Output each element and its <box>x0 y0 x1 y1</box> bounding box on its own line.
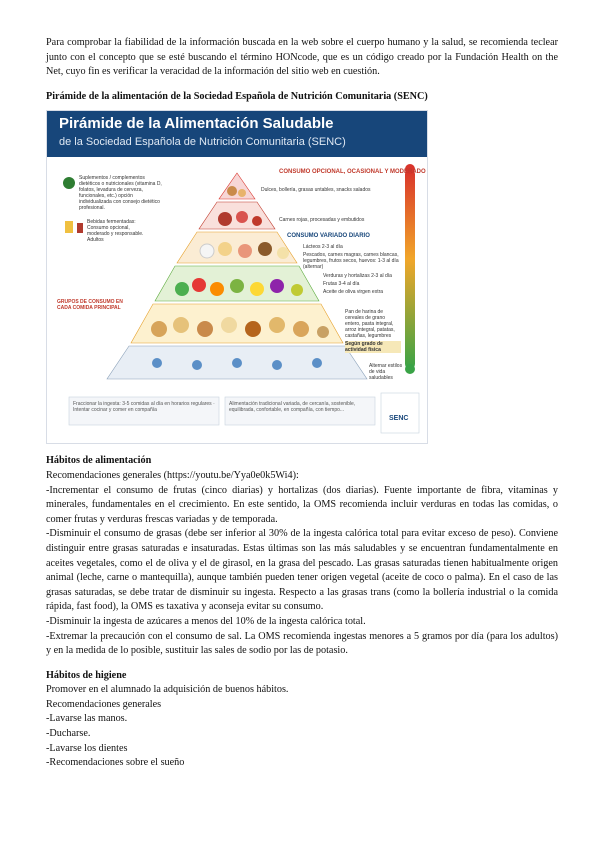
base-label: Alternar estilos de vida saludables <box>369 363 403 382</box>
senc-logo <box>381 393 419 433</box>
hygiene-recommendations-label: Recomendaciones generales <box>46 698 162 710</box>
pyramid-infographic <box>46 110 428 444</box>
food-item-sugars: -Disminuir la ingesta de azúcares a menos del 10% de la ingesta calórica total. <box>46 615 366 627</box>
hygiene-item: -Lavarse los dientes <box>46 742 128 754</box>
dairy-label: Lácteos 2-3 al día <box>303 244 343 251</box>
oil-label: Aceite de oliva virgen extra <box>323 289 384 296</box>
infographic-title: Pirámide de la Alimentación Saludable <box>59 115 334 133</box>
proteins-label: Pescados, carnes magras, carnes blancas, legumbres, frutos secos, huevos: 1-3 al día (alternar) <box>303 252 399 271</box>
senc-logo-text: SENC <box>389 415 409 423</box>
food-habits-heading: Hábitos de alimentación <box>46 455 152 467</box>
food-recommendations-label: Recomendaciones generales (https://youtu.be/Yya0e0k5Wi4): <box>46 469 299 481</box>
hygiene-item: -Ducharse. <box>46 728 91 740</box>
cereals-label: Pan de harina de cereales de grano entero, pasta integral, arroz integral, patatas, castañas, legumbres <box>345 309 395 340</box>
fermented-label: Bebidas fermentadas: Consumo opcional, moderado y responsable. Adultos <box>87 219 144 244</box>
infographic-subtitle: de la Sociedad Española de Nutrición Comunitaria (SENC) <box>59 136 346 149</box>
plus-icon <box>405 364 415 374</box>
food-item-salt: -Extremar la precaución con el consumo de sal. La OMS recomienda ingestas menores a 5 gramos por día (para los adultos) y en la medida de lo posible, sustituir las sales de sodio por las de potasio. <box>46 630 558 657</box>
supplements-label: Suplementos / complementos dietéticos o nutricionales (vitamina D, folatos, levadura de cerveza, funcionales, etc.) opción individualizada con consejo dietético profesional. <box>79 175 162 212</box>
fruit-label: Frutas 3-4 al día <box>323 281 360 288</box>
food-item-fats: -Disminuir el consumo de grasas (debe ser inferior al 30% de la ingesta calórica total para evitar exceso de peso). Conviene distinguir entre grasas saturadas e insaturadas. Estas últimas son las más saludables y se encuentran fundamentalmente en aceites vegetales, como el de oliva y el de girasol, en la grasa del pescado. Las grasas saturadas tienen habitualmente origen animal (leche, carne o mantequilla), aunque también pueden tener origen vegetal (aceite de coco o palma). En el caso de las grasas saturadas, se debe tratar de disminuir su ingesta. Respecto a las grasas trans (como la bollería industrial o la comida rápida, fast food), la OMS es taxativa y aconseja evitar su consumo. <box>46 528 558 613</box>
frequency-bar <box>405 169 415 369</box>
document-page <box>46 36 558 771</box>
fermented-drink-icon <box>65 221 73 233</box>
footer-left-note: Fraccionar la ingesta: 3-5 comidas al día en horarios regulares · Intentar cocinar y comer en compañía <box>73 401 215 414</box>
intro-paragraph: Para comprobar la fiabilidad de la información buscada en la web sobre el cuerpo humano y la salud, se recomienda teclear junto con el concepto que se esté buscando el término HONcode, que es un código creado por la Fundación Health on the Net, cuyo fin es verificar la veracidad de la información del sitio web en cuestión. <box>46 37 558 78</box>
activity-label: Según grado de actividad física <box>345 341 401 353</box>
hygiene-item: -Lavarse las manos. <box>46 713 128 725</box>
vegetables-label: Verduras y hortalizas 2-3 al día <box>323 273 392 280</box>
hygiene-item: -Recomendaciones sobre el sueño <box>46 757 185 769</box>
pyramid-heading: Pirámide de la alimentación de la Sociedad Española de Nutrición Comunitaria (SENC) <box>46 90 428 102</box>
pyramid-tier-dairy <box>177 232 297 263</box>
hygiene-heading: Hábitos de higiene <box>46 669 127 681</box>
pyramid-tier-sweets <box>219 173 255 199</box>
main-meal-groups-label: GRUPOS DE CONSUMO EN CADA COMIDA PRINCIPAL <box>57 299 123 312</box>
category-daily: CONSUMO VARIADO DIARIO <box>287 233 370 240</box>
footer-right-note: Alimentación tradicional variada, de cercanía, sostenible, equilibrada, confortable, en compañía, con tiempo... <box>229 401 356 414</box>
hygiene-intro: Promover en el alumnado la adquisición de buenos hábitos. <box>46 684 289 696</box>
category-occasional: CONSUMO OPCIONAL, OCASIONAL Y MODERADO <box>279 169 426 176</box>
supplements-icon <box>63 177 75 189</box>
sweets-label: Dulces, bollería, grasas untables, snacks salados <box>261 187 371 194</box>
meats-label: Carnes rojas, procesadas y embutidos <box>279 217 365 224</box>
food-item-fruit-veg: -Incrementar el consumo de frutas (cinco diarias) y hortalizas (dos diarias). Fuente importante de fibra, vitaminas y minerales, fundamentales en el crecimiento. En este sentido, la OMS recomienda incluir verduras en todas las comidas, o comer frutas y verduras frescas variadas y de temporada. <box>46 484 558 525</box>
